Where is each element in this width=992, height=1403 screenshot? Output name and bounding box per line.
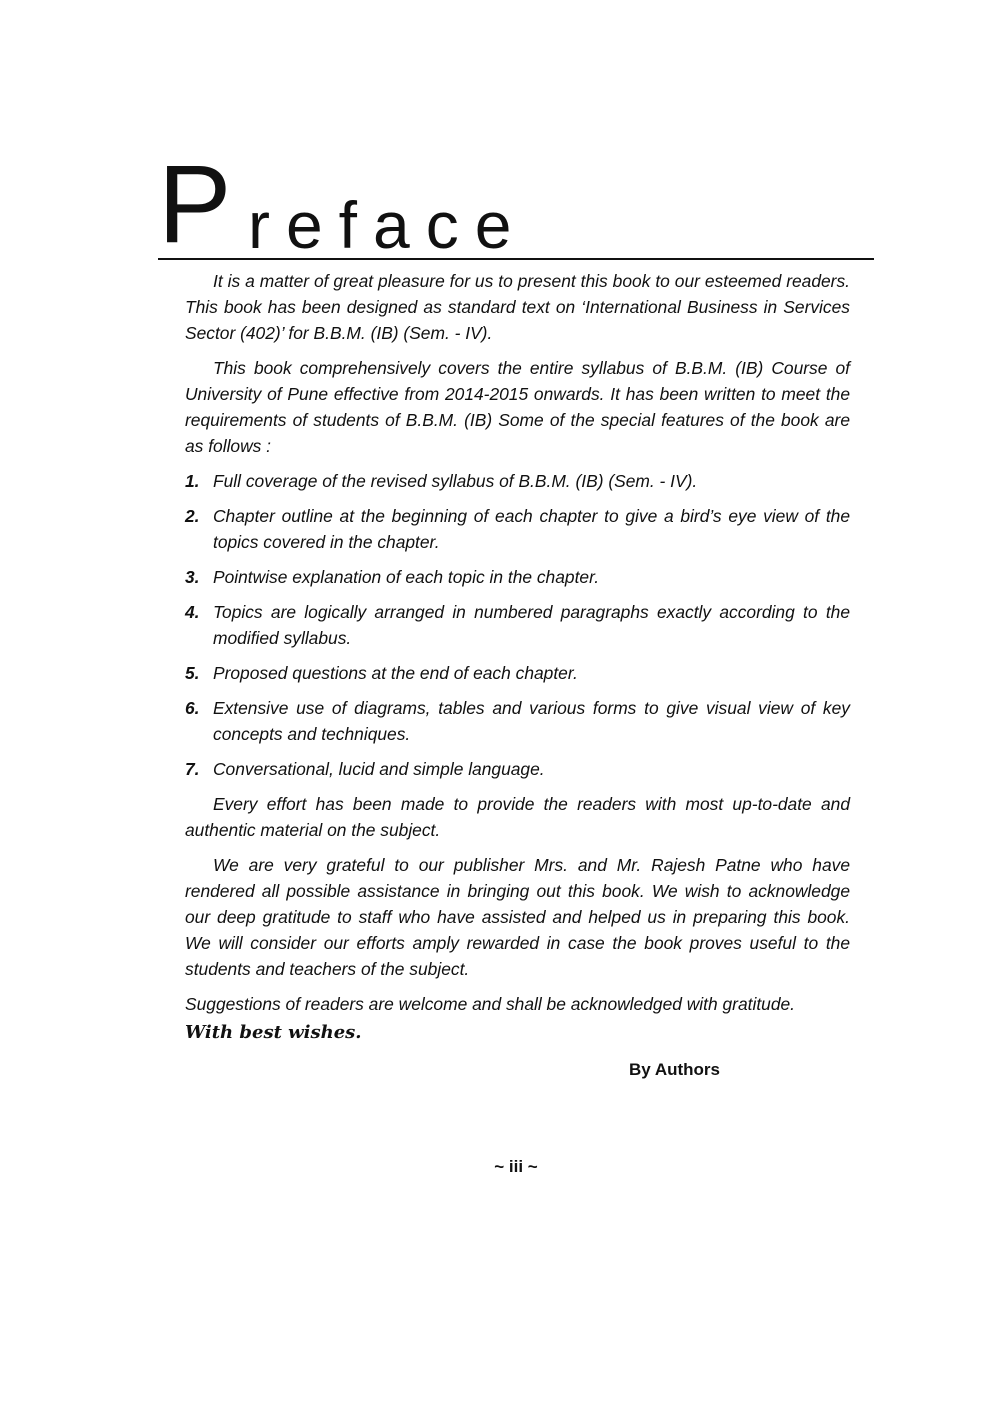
feature-item — [185, 503, 850, 555]
feature-number: 5. — [185, 663, 200, 683]
title-initial: P — [158, 143, 232, 266]
feature-number: 3. — [185, 567, 200, 587]
feature-number: 4. — [185, 602, 200, 622]
features-list — [185, 468, 850, 782]
feature-item — [185, 599, 850, 651]
feature-number: 2. — [185, 506, 200, 526]
best-wishes: With best wishes. — [185, 1022, 362, 1043]
closing-paragraph-1: Every effort has been made to provide the readers with most up-to-date and authentic material on the subject. — [185, 794, 850, 840]
feature-number: 7. — [185, 759, 200, 779]
closing-paragraph-3: Suggestions of readers are welcome and shall be acknowledged with gratitude. — [185, 994, 796, 1014]
feature-text: Topics are logically arranged in numbered paragraphs exactly according to the modified syllabus. — [213, 602, 850, 648]
feature-text: Extensive use of diagrams, tables and various forms to give visual view of key concepts and techniques. — [213, 698, 850, 744]
feature-text: Full coverage of the revised syllabus of B.B.M. (IB) (Sem. - IV). — [213, 471, 698, 491]
authors-signature: By Authors — [629, 1060, 720, 1079]
title-rest: reface — [248, 188, 528, 262]
closing-paragraph-2: We are very grateful to our publisher Mrs. and Mr. Rajesh Patne who have rendered all possible assistance in bringing out this book. We wish to acknowledge our deep gratitude to staff who have assisted and helped us in preparing this book. We will consider our efforts amply rewarded in case the book proves useful to the students and teachers of the subject. — [185, 855, 850, 979]
page-number: ~ iii ~ — [494, 1157, 538, 1176]
feature-item — [185, 468, 850, 494]
feature-number: 6. — [185, 698, 200, 718]
preface-body — [185, 268, 850, 1026]
feature-number: 1. — [185, 471, 200, 491]
feature-item — [185, 564, 850, 590]
feature-text: Pointwise explanation of each topic in the chapter. — [213, 567, 600, 587]
feature-text: Chapter outline at the beginning of each chapter to give a bird’s eye view of the topics covered in the chapter. — [213, 506, 850, 552]
feature-text: Proposed questions at the end of each chapter. — [213, 663, 578, 683]
intro-paragraph-2: This book comprehensively covers the entire syllabus of B.B.M. (IB) Course of University of Pune effective from 2014-2015 onwards. It has been written to meet the requirements of students of B.B.M. (IB) Some of the special features of the book are as follows : — [185, 358, 850, 456]
feature-text: Conversational, lucid and simple language. — [213, 759, 545, 779]
feature-item — [185, 660, 850, 686]
intro-paragraph-1: It is a matter of great pleasure for us to present this book to our esteemed readers. This book has been designed as standard text on ‘International Business in Services Sector (402)’ for B.B.M. (IB) (Sem. - IV). — [185, 271, 850, 343]
feature-item — [185, 756, 850, 782]
page-title — [158, 143, 874, 266]
feature-item — [185, 695, 850, 747]
